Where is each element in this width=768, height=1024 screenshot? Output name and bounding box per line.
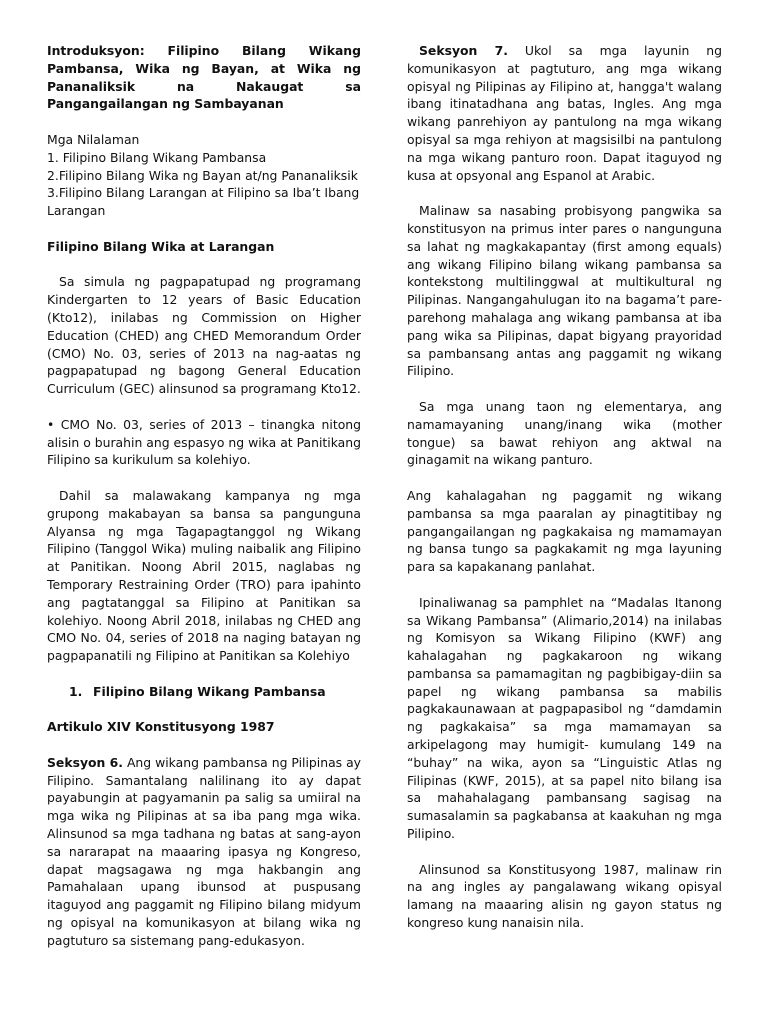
numbered-heading-number: 1. (69, 683, 83, 699)
seksyon-7-label: Seksyon 7. (419, 43, 508, 58)
numbered-heading-text: Filipino Bilang Wikang Pambansa (93, 683, 326, 699)
paragraph-mother-tongue: Sa mga unang taon ng elementarya, ang namamayaning unang/inang wika (mother tongue) sa bawat rehiyon ang aktwal na ginagamit na wikang panturo. (407, 398, 722, 468)
seksyon-6-text: Ang wikang pambansa ng Pilipinas ay Filipino. Samantalang nalilinang ito ay dapat payabungin at pagyamanin pa salig sa umiiral na mga wika ng Pilipinas at sa iba pang mga wika. Alinsunod sa mga tadhana ng batas at sang-ayon sa nararapat na maaaring ipasya ng Kongreso, dapat magsagawa ng mga hakbangin ang Pamahalaan upang ibunsod at puspusang itaguyod ang paggamit ng Filipino bilang midyum ng opisyal na komunikasyon at bilang wika ng pagtuturo sa sistemang pang-edukasyon. (47, 754, 361, 948)
paragraph-seksyon-7 (407, 42, 722, 184)
contents-heading: Mga Nilalaman (47, 131, 140, 147)
section-heading: Filipino Bilang Wika at Larangan (47, 238, 275, 254)
paragraph-tanggol-wika: Dahil sa malawakang kampanya ng mga grupong makabayan sa bansa sa pangunguna Alyansa ng mga Tagapagtanggol ng Wikang Filipino (Tanggol Wika) muling naibalik ang Filipino at Panitikan. Noong Abril 2015, naglabas ng Temporary Restraining Order (TRO) para ipahinto ang pagtatanggal sa Filipino at Panitikan sa kolehiyo. Noong Abril 2018, inilabas ng CHED ang CMO No. 04, series of 2018 na naging batayan ng pagpapanatili ng Filipino at Panitikan sa Kolehiyo (47, 487, 361, 664)
seksyon-6-label: Seksyon 6. (47, 754, 124, 770)
left-column (47, 42, 361, 950)
contents-item-2: 2.Filipino Bilang Wika ng Bayan at/ng Pananaliksik (47, 167, 358, 183)
right-column (407, 42, 722, 932)
paragraph-kahalagahan: Ang kahalagahan ng paggamit ng wikang pambansa sa mga paaralan ay pinagtitibay ng pangangailangan ng pagkakaisa ng mamamayan ng bansa tungo sa pagkakamit ng mga layuning para sa kapakanang panlahat. (407, 487, 722, 575)
article-heading: Artikulo XIV Konstitusyong 1987 (47, 719, 275, 735)
contents-item-1: 1. Filipino Bilang Wikang Pambansa (47, 149, 267, 165)
paragraph-cmo-bullet: • CMO No. 03, series of 2013 – tinangka nitong alisin o burahin ang espasyo ng wika at Panitikang Filipino sa kurikulum sa kolehiyo. (47, 416, 361, 468)
paragraph-ingles-opisyal: Alinsunod sa Konstitusyong 1987, malinaw rin na ang ingles ay pangalawang wikang opisyal lamang na maaaring alisin ng gayon status ng kongreso kung nanaisin nila. (407, 861, 722, 931)
paragraph-kto12: Sa simula ng pagpapatupad ng programang Kindergarten to 12 years of Basic Education (Kto12), inilabas ng Commission on Higher Education (CHED) ang CHED Memorandum Order (CMO) No. 03, series of 2013 na nag-aatas ng pagpapatupad ng bagong General Education Curriculum (GEC) alinsunod sa programang Kto12. (47, 274, 361, 397)
paragraph-seksyon-6 (47, 754, 361, 950)
numbered-heading (47, 683, 361, 701)
document-title: Introduksyon: Filipino Bilang Wikang Pambansa, Wika ng Bayan, at Wika ng Pananaliksik na Nakaugat sa Pangangailangan ng Sambayanan (47, 43, 361, 112)
paragraph-pamphlet-kwf: Ipinaliwanag sa pamphlet na “Madalas Itanong sa Wikang Pambansa” (Alimario,2014) na inilabas ng Komisyon sa Wikang Filipino (KWF) ang kahalagahan ng pagkakaroon ng wikang pambansa sa pamamagitan ng pagbibigay-diin sa papel ng wikang pambansa sa mabilis pagkakaunawaan at pagpapasibol ng “damdamin ng pagkakaisa” sa mga mamamayan sa arkipelagong may humigit- kumulang 149 na “buhay” na wika, ayon sa “Linguistic Atlas ng Filipinas (KWF, 2015), at sa papel nito bilang isa sa mahahalagang pambansang sagisag na sumasalamin sa pagkabansa at kaakuhan ng mga Pilipino. (407, 594, 722, 842)
paragraph-primus-inter-pares: Malinaw sa nasabing probisyong pangwika sa konstitusyon na primus inter pares o nangunguna sa lahat ng magkakapantay (first among equals) ang wikang Filipino bilang wikang pambansa sa kontekstong multilinggwal at multikultural ng Pilipinas. Nangangahulugan ito na bagama’t pare-parehong mahalaga ang wikang pambansa at iba pang wika sa Pilipinas, dapat bigyang prayoridad sa pambansang antas ang paggamit ng wikang Filipino. (407, 203, 722, 379)
contents-item-3: 3.Filipino Bilang Larangan at Filipino sa Iba’t Ibang Larangan (47, 185, 360, 219)
seksyon-7-text: Ukol sa mga layunin ng komunikasyon at pagtuturo, ang mga wikang opisyal ng Pilipinas ay Filipino at, hangga't walang ibang itinatadhana ang batas, Ingles. Ang mga wikang panrehiyon ay pantulong na mga wikang opisyal sa mga rehiyon at magsisilbi na pantulong na mga wikang panturo roon. Dapat itaguyod ng kusa at opsyonal ang Espanol at Arabic. (407, 43, 722, 183)
